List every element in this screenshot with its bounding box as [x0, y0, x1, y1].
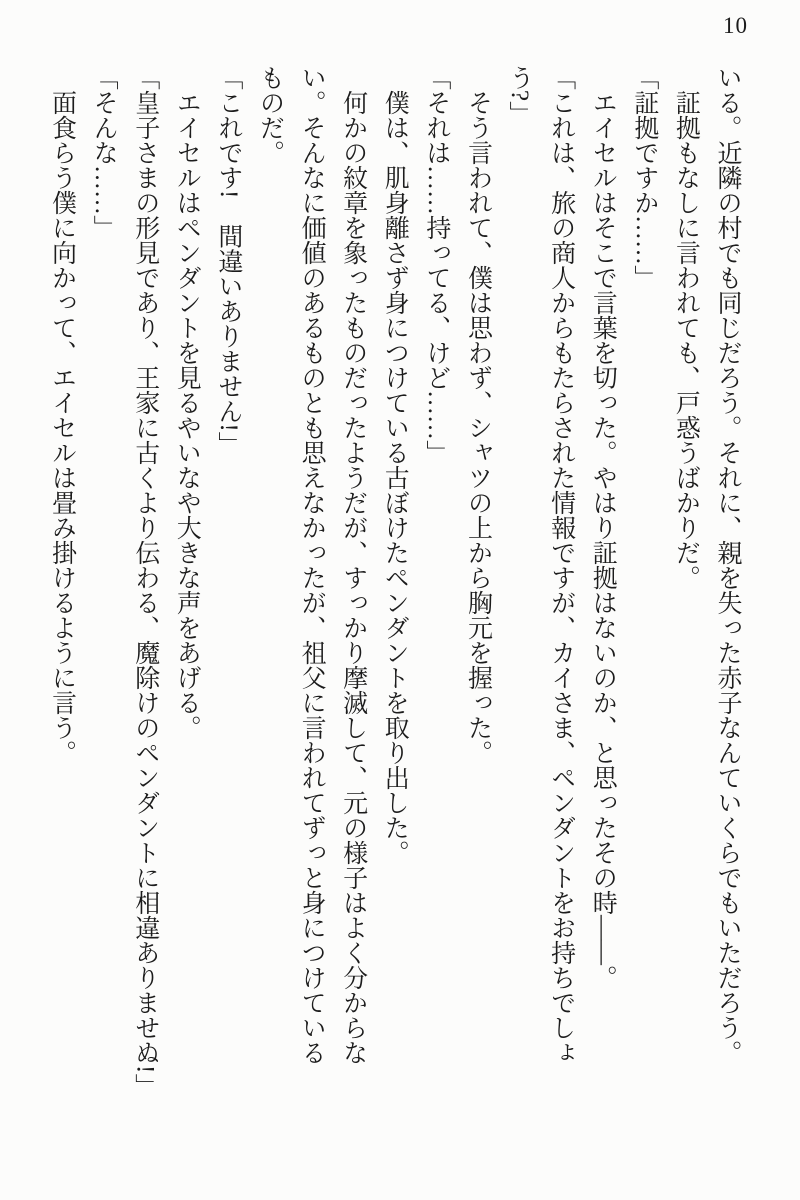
text-column-10: 何かの紋章を象ったものだったようだが、すっかり摩滅して、元の様子はよく分からな [339, 65, 367, 1065]
text-column-4: エイセルはそこで言葉を切った。やはり証拠はないのか、と思ったその時――。 [589, 65, 617, 990]
text-column-17: 面食らう僕に向かって、エイセルは畳み掛けるように言う。 [48, 65, 76, 765]
text-column-6: う?」 [506, 65, 534, 127]
page-number: 10 [723, 13, 748, 38]
text-column-15: 「皇子さまの形見であり、王家に古くより伝わる、魔除けのペンダントに相違ありませぬ!」 [131, 65, 159, 1099]
text-column-7: そう言われて、僕は思わず、シャツの上から胸元を握った。 [464, 65, 492, 765]
text-column-16: 「そんな……」 [90, 65, 118, 240]
text-column-11: い。そんなに価値のあるものとも思えなかったが、祖父に言われてずっと身につけている [298, 65, 326, 1065]
text-column-1: いる。近隣の村でも同じだろう。それに、親を失った赤子なんていくらでもいただろう。 [714, 65, 741, 1065]
text-column-13: 「これです! 間違いありません!」 [214, 65, 242, 457]
text-column-9: 僕は、肌身離さず身につけている古ぼけたペンダントを取り出した。 [381, 65, 409, 865]
text-column-2: 証拠もなしに言われても、戸惑うばかりだ。 [672, 65, 700, 590]
text-column-8: 「それは……持ってる、けど……」 [422, 65, 450, 465]
text-column-5: 「これは、旅の商人からもたらされた情報ですが、カイさま、ペンダントをお持ちでしょ [547, 65, 575, 1065]
text-block [41, 65, 748, 1125]
text-column-3: 「証拠ですか……」 [630, 65, 658, 290]
text-column-12: ものだ。 [256, 65, 284, 165]
text-column-14: エイセルはペンダントを見るやいなや大きな声をあげる。 [173, 65, 201, 740]
